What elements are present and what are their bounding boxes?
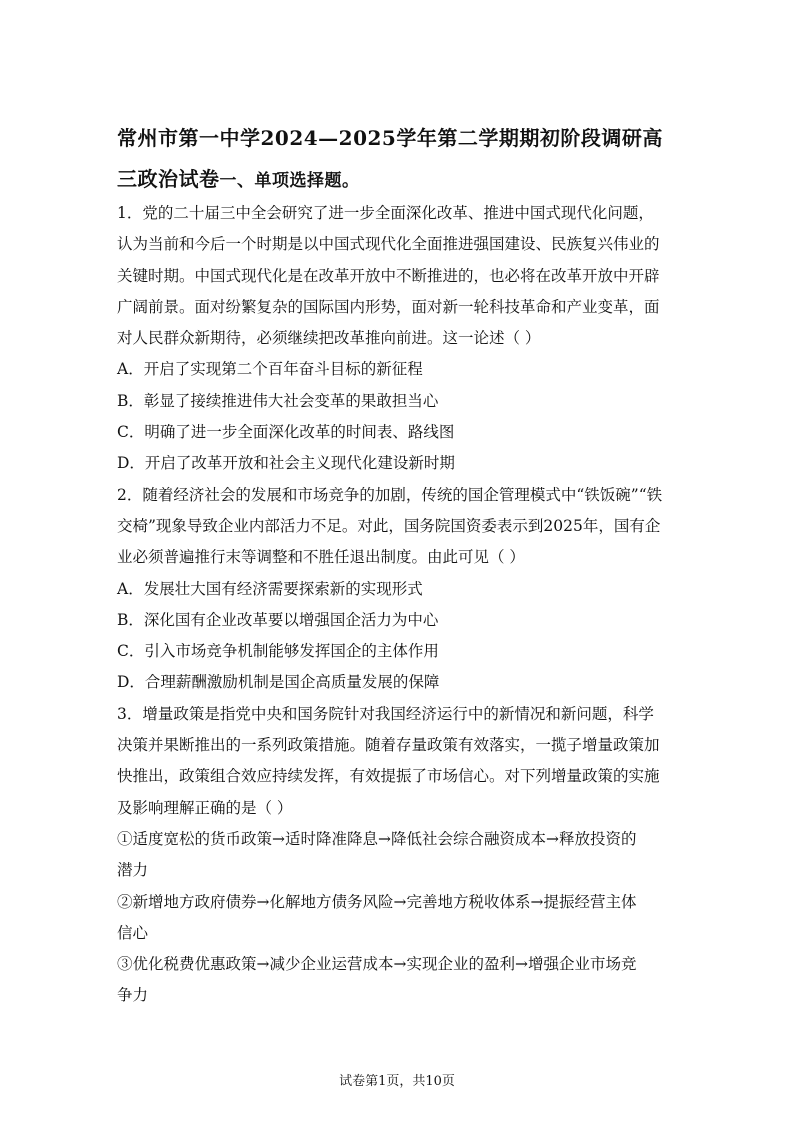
question-3-item-1-cont: 潜力 — [117, 861, 149, 880]
question-1-option-c: C．明确了进一步全面深化改革的时间表、路线图 — [117, 423, 455, 442]
question-3-item-3: ③优化税费优惠政策→减少企业运营成本→实现企业的盈利→增强企业市场竞 — [117, 955, 637, 974]
question-2 — [117, 480, 682, 699]
question-2-option-b: B．深化国有企业改革要以增强国企活力为中心 — [117, 610, 439, 629]
section-heading: 一、单项选择题。 — [219, 171, 360, 191]
questions-content — [117, 198, 682, 1012]
question-1-stem-line: 1．党的二十届三中全会研究了进一步全面深化改革、推进中国式现代化问题， — [117, 204, 654, 222]
question-3 — [117, 699, 682, 1012]
question-3-item-2: ②新增地方政府债券→化解地方债务风险→完善地方税收体系→提振经营主体 — [117, 892, 637, 911]
question-1-option-b: B．彰显了接续推进伟大社会变革的果敢担当心 — [117, 391, 439, 410]
title-line-2-text: 三政治试卷 — [117, 167, 220, 191]
title-line-1: 常州市第一中学2024—2025学年第二学期期初阶段调研高 — [117, 126, 663, 150]
question-1-stem-line: 认为当前和今后一个时期是以中国式现代化全面推进强国建设、民族复兴伟业的 — [117, 235, 660, 254]
question-1-option-d: D．开启了改革开放和社会主义现代化建设新时期 — [117, 454, 455, 473]
question-3-item-2-cont: 信心 — [117, 923, 149, 942]
question-3-item-3-cont: 争力 — [117, 986, 149, 1005]
question-3-stem-line: 3．增量政策是指党中央和国务院针对我国经济运行中的新情况和新问题，科学 — [117, 704, 654, 723]
question-1-stem-line: 对人民群众新期待，必须继续把改革推向前进。这一论述（ ） — [117, 329, 541, 348]
question-2-option-a: A．发展壮大国有经济需要探索新的实现形式 — [117, 579, 423, 598]
exam-title — [117, 118, 687, 202]
question-2-stem-line: 2．随着经济社会的发展和市场竞争的加剧，传统的国企管理模式中“铁饭碗”“铁 — [117, 485, 663, 504]
question-2-option-d: D．合理薪酬激励机制是国企高质量发展的保障 — [117, 673, 440, 692]
question-1-stem-line: 广阔前景。面对纷繁复杂的国际国内形势，面对新一轮科技革命和产业变革，面 — [117, 297, 660, 316]
question-3-stem-line: 及影响理解正确的是（ ） — [117, 798, 293, 817]
title-line-2 — [117, 159, 687, 202]
question-3-stem-line: 决策并果断推出的一系列政策措施。随着存量政策有效落实，一揽子增量政策加 — [117, 736, 660, 755]
question-3-stem-line: 快推出，政策组合效应持续发挥，有效提振了市场信心。对下列增量政策的实施 — [117, 767, 660, 786]
question-1-stem-line: 关键时期。中国式现代化是在改革开放中不断推进的，也必将在改革开放中开辟 — [117, 266, 660, 285]
page-footer: 试卷第1页，共10页 — [339, 1074, 455, 1089]
question-2-stem-line: 业必须普遍推行末等调整和不胜任退出制度。由此可见（ ） — [117, 548, 525, 567]
question-2-stem-line: 交椅”现象导致企业内部活力不足。对此，国务院国资委表示到2025年，国有企 — [117, 516, 661, 535]
question-2-option-c: C．引入市场竞争机制能够发挥国企的主体作用 — [117, 642, 439, 661]
question-3-item-1: ①适度宽松的货币政策→适时降准降息→降低社会综合融资成本→释放投资的 — [117, 829, 637, 848]
question-1 — [117, 198, 682, 480]
question-1-option-a: A．开启了实现第二个百年奋斗目标的新征程 — [117, 360, 423, 379]
